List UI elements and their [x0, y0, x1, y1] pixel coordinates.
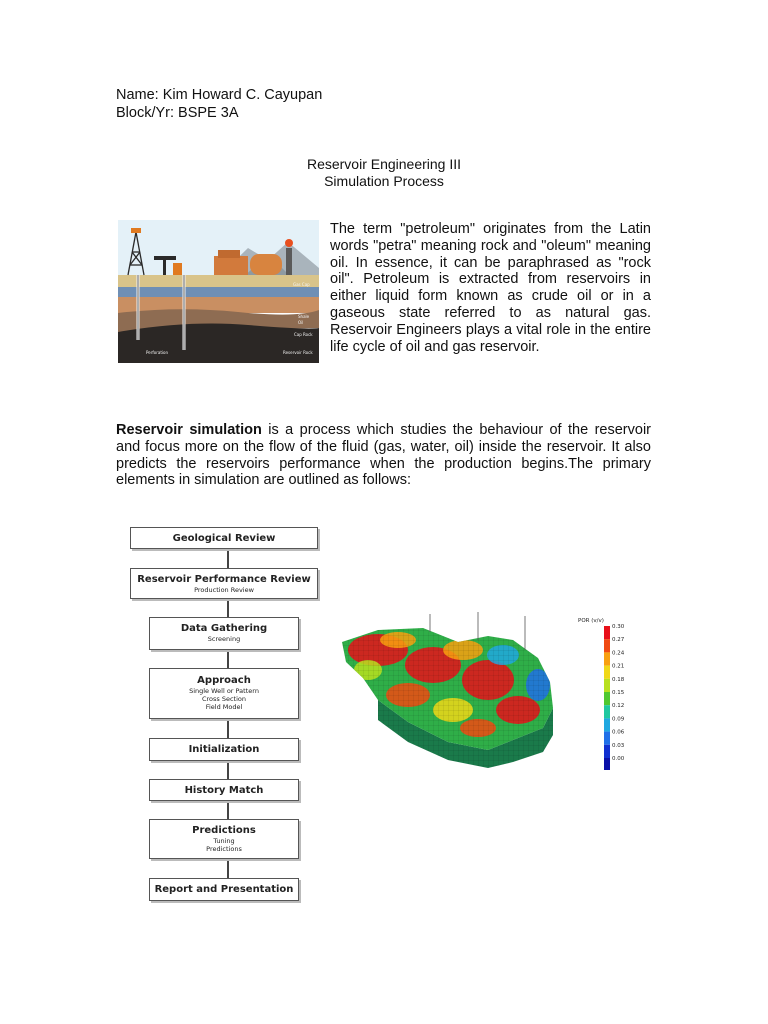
simulation-description: is a process which studies the behaviour of the reservoir and focus more on the flow of the fluid (gas, water, oil) inside the reservoir. It also predicts the reservoirs performance when the production begins.The primary elements in simulation are outlined as follows:: [116, 422, 651, 489]
porosity-legend-tick: 0.21: [612, 663, 625, 670]
porosity-legend-swatch: [604, 639, 610, 652]
porosity-legend-tick: 0.15: [612, 690, 625, 696]
flow-connector: [227, 650, 229, 668]
porosity-legend-tick: 0.09: [612, 716, 625, 723]
student-block: Block/Yr: BSPE 3A: [116, 105, 239, 121]
porosity-legend-tick: 0.03: [612, 742, 625, 749]
porosity-legend-title: POR (v/v): [578, 618, 604, 624]
flow-step-reservoir-performance-review: Reservoir Performance Review Production Review: [130, 568, 318, 599]
porosity-legend-swatch: [604, 679, 610, 692]
flow-connector: [227, 800, 229, 820]
flow-step-approach: Approach Single Well or Pattern Cross Section Field Model: [149, 668, 299, 719]
porosity-legend-swatch: [604, 718, 610, 731]
svg-text:Cap Rock: Cap Rock: [294, 332, 313, 337]
flow-step-predictions: Predictions Tuning Predictions: [149, 819, 299, 859]
porosity-legend-swatch: [604, 745, 610, 758]
flow-step-initialization: Initialization: [149, 738, 299, 761]
flow-step-history-match: History Match: [149, 779, 299, 801]
flow-step-geological-review: Geological Review: [130, 527, 318, 549]
porosity-legend-swatch: [604, 758, 610, 770]
simulation-term: Reservoir simulation: [116, 422, 262, 438]
porosity-legend-tick: 0.00: [612, 756, 625, 762]
flow-step-report-and-presentation: Report and Presentation: [149, 878, 299, 901]
document-title: Reservoir Engineering III: [306, 156, 462, 172]
intro-paragraph: The term "petroleum" originates from the Latin words "petra" meaning rock and "oleum" meaning oil. In essence, it can be paraphrased as "rock oil". Petroleum is extracted from reservoirs in either liquid form known as crude oil or in a gaseous state referred to as natural gas. Reservoir Engineers plays a vital role in the entire life cycle of oil and gas reservoir.: [330, 221, 651, 355]
porosity-legend-tick: 0.06: [612, 729, 625, 736]
porosity-legend-swatch: [604, 626, 610, 639]
porosity-legend-tick: 0.18: [612, 676, 625, 683]
porosity-legend-swatch: [604, 666, 610, 679]
flow-connector: [227, 598, 229, 618]
svg-text:Oil: Oil: [298, 320, 304, 325]
porosity-legend-tick: 0.24: [612, 650, 625, 657]
svg-text:Perforation: Perforation: [146, 350, 168, 355]
svg-text:Gas Cap: Gas Cap: [293, 282, 310, 287]
simulation-flowchart: [120, 520, 335, 905]
document-subtitle: Simulation Process: [324, 173, 444, 189]
flow-connector: [227, 548, 229, 568]
porosity-legend-tick: 0.12: [612, 703, 625, 710]
oil-field-illustration: [118, 220, 319, 363]
flow-connector: [227, 718, 229, 738]
porosity-legend-swatch: [604, 652, 610, 665]
flow-connector: [227, 760, 229, 780]
porosity-legend-tick: 0.27: [612, 637, 625, 644]
svg-text:Shale: Shale: [298, 314, 310, 319]
flow-step-data-gathering: Data Gathering Screening: [149, 617, 299, 650]
porosity-legend-swatch: [604, 692, 610, 705]
porosity-legend-swatch: [604, 732, 610, 745]
simulation-paragraph: [116, 422, 651, 489]
student-name: Name: Kim Howard C. Cayupan: [116, 87, 323, 103]
flow-connector: [227, 858, 229, 878]
porosity-legend-swatch: [604, 705, 610, 718]
porosity-legend-tick: 0.30: [612, 624, 625, 630]
svg-text:Reservoir Rock: Reservoir Rock: [283, 350, 313, 355]
reservoir-porosity-model: [338, 610, 628, 770]
